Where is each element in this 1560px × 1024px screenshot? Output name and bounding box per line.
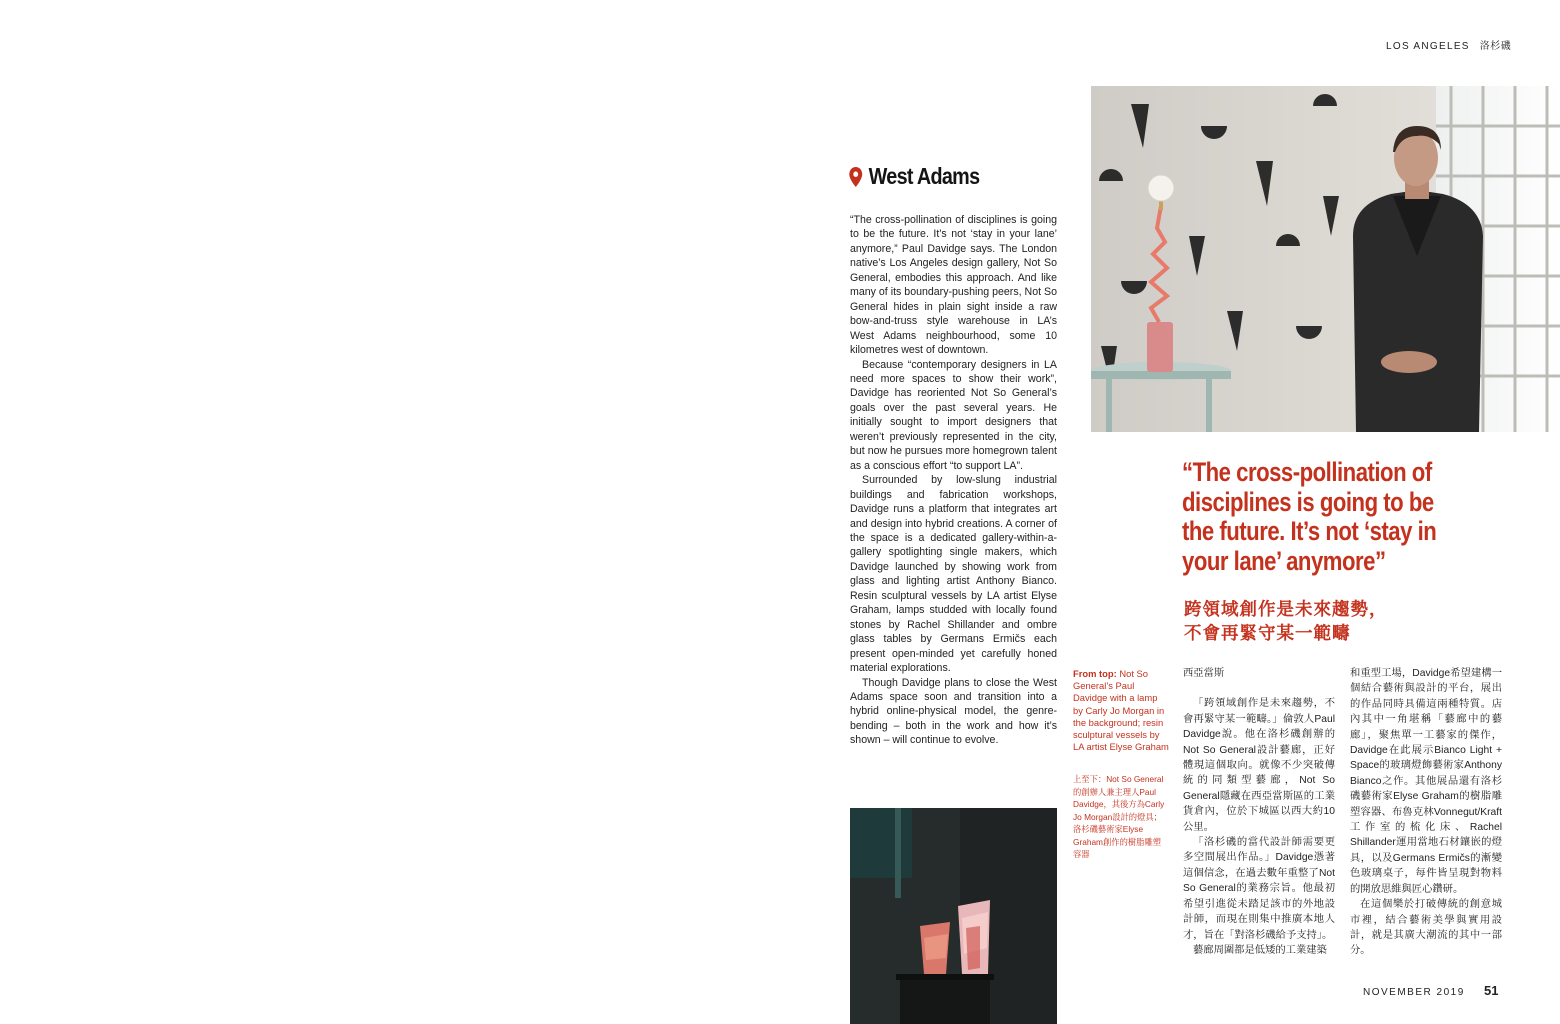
pull-quote-zh: [1184, 597, 1424, 645]
zh-paragraph: 和重型工場，Davidge希望建構一個結合藝術與設計的平台，展出的作品同時具備這兩種特質。店內其中一角堪稱「藝廊中的藝廊」，聚焦單一工藝家的傑作，Davidge在此展示Bianco Light + Space的玻璃燈飾藝術家Anthony Bianco之作。其他展品還有洛杉磯藝術家Elyse Graham的樹脂雕塑容器、布魯克林Vonnegut/Kraft工作室的梳化床、Rachel Shillander運用當地石材鑲嵌的燈具，以及Germans Ermičs的漸變色玻璃桌子，每件皆呈現對物料的開放思維與匠心鑽研。: [1350, 668, 1502, 895]
pull-quote-zh-line: 跨領域創作是未來趨勢，: [1184, 599, 1388, 619]
article-body-zh-col1: [1183, 666, 1335, 958]
running-header: [1386, 37, 1511, 52]
section-title: [848, 163, 979, 190]
zh-paragraph: 「洛杉磯的當代設計師需要更多空間展出作品。」Davidge憑著這個信念，在過去數年重整了Not So General的業務宗旨。他最初希望引進從未踏足該市的外地設計師，而現在則集中推廣本地人才，旨在「對洛杉磯給予支持」。: [1183, 837, 1335, 941]
photo-davidge-portrait: [1091, 86, 1560, 432]
header-city-zh: 洛杉磯: [1479, 41, 1512, 52]
page-number: 51: [1484, 983, 1499, 998]
portrait-illustration: [1091, 86, 1560, 432]
paragraph: “The cross-pollination of disciplines is going to be the future. It’s not ‘stay in your lane’ anymore,” Paul Davidge says. The London native’s Los Angeles design gallery, Not So General, embodies this approach. And like many of its boundary-pushing peers, Not So General hides in plain sight inside a raw bow-and-truss style warehouse in LA’s West Adams neighbourhood, some 10 kilometres west of downtown.: [850, 214, 1057, 357]
caption-text: Not So General’s Paul Davidge with a lamp by Carly Jo Morgan in the background; resin sculptural vessels by LA artist Elyse Graham: [1073, 668, 1169, 753]
pull-quote-en: “The cross-pollination of disciplines is going to be the future. It’s not ‘stay in your lane’ anymore”: [1182, 457, 1437, 576]
photo-caption-en: [1073, 668, 1169, 753]
paragraph: Surrounded by low-slung industrial buildings and fabrication workshops, Davidge runs a platform that integrates art and design into hybrid creations. A corner of the space is a dedicated gallery-within-a-gallery spotlighting single makers, which Davidge launched by showing work from glass and lighting artist Anthony Bianco. Resin sculptural vessels by LA artist Elyse Graham, lamps studded with locally found stones by Rachel Shillander and ombre glass tables by Germans Ermičs each present open-minded yet carefully honed material explorations.: [850, 474, 1057, 675]
photo-resin-vessels: [850, 808, 1057, 1024]
caption-lead: From top:: [1073, 668, 1117, 679]
section-title-text: West Adams: [868, 163, 980, 189]
zh-paragraph: 在這個樂於打破傳統的創意城市裡，結合藝術美學與實用設計，就是其廣大潮流的其中一部分。: [1350, 899, 1502, 957]
zh-paragraph: 「跨領域創作是未來趨勢，不會再緊守某一範疇。」倫敦人Paul Davidge說。他在洛杉磯創辦的Not So General設計藝廊，正好體現這個取向。就像不少突破傳統的同類型藝廊，Not So General隱藏在西亞當斯區的工業貨倉內，位於下城區以西大約10公里。: [1183, 698, 1335, 833]
paragraph: Because “contemporary designers in LA need more spaces to show their work”, Davidge has reoriented Not So General’s goals over the past several years. He initially sought to import designers that weren’t previously represented in the city, but now he pursues more homegrown talent as a conscious effort “to support LA”.: [850, 358, 1057, 472]
photo-caption-zh: 上至下：Not So General的創辦人兼主理人Paul Davidge，其後方為Carly Jo Morgan設計的燈具；洛杉磯藝術家Elyse Graham創作的樹脂雕塑容器: [1073, 774, 1165, 859]
map-pin-icon: [848, 166, 863, 188]
zh-paragraph: 藝廊周圍都是低矮的工業建築: [1193, 944, 1327, 956]
pull-quote-zh-line: 不會再緊守某一範疇: [1184, 623, 1351, 643]
vessels-illustration: [850, 808, 1057, 1024]
zh-subhead: 西亞當斯: [1183, 668, 1225, 679]
article-body-zh-col2: [1350, 666, 1502, 959]
paragraph: Though Davidge plans to close the West Adams space soon and transition into a hybrid online-physical model, the genre-bending – both in the work and how it’s shown – will continue to evolve.: [850, 676, 1057, 747]
article-body-en: [850, 213, 1057, 748]
issue-date: NOVEMBER 2019: [1363, 987, 1465, 998]
header-city-en: LOS ANGELES: [1386, 41, 1470, 52]
